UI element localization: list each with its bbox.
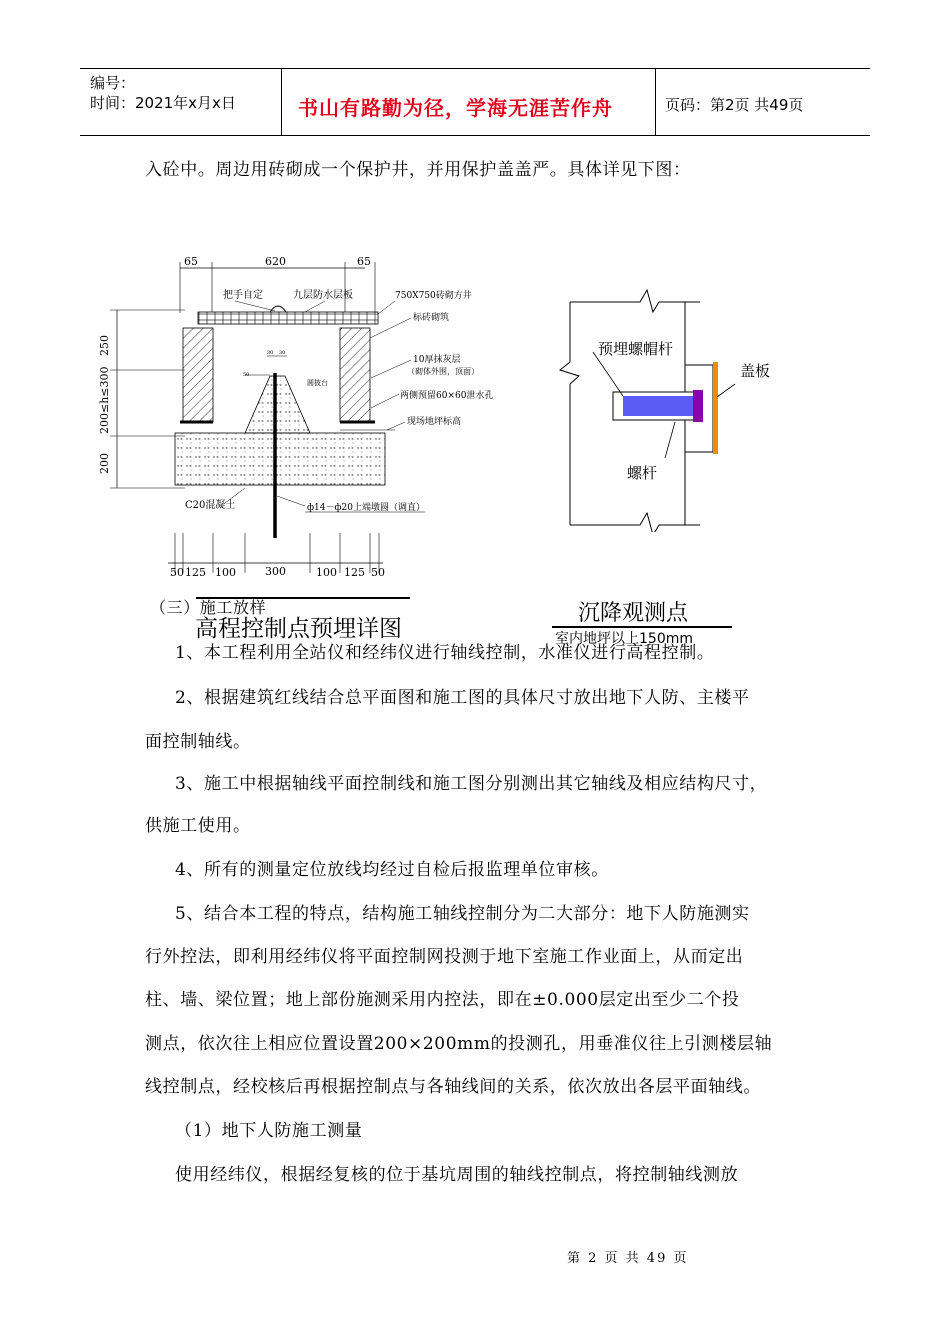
paragraph-1: 1、本工程利用全站仪和经纬仪进行轴线控制，水准仪进行高程控制。 (175, 643, 715, 663)
dim-bottom-6: 125 (344, 566, 365, 579)
dim-bottom-3: 100 (215, 566, 236, 579)
paragraph-2b: 面控制轴线。 (145, 732, 251, 752)
paragraph-2a: 2、根据建筑红线结合总平面图和施工图的具体尺寸放出地下人防、主楼平 (175, 688, 750, 708)
paragraph-5d: 测点，依次往上相应位置设置200×200mm的投测孔，用垂准仪往上引测楼层轴 (145, 1034, 773, 1054)
paragraph-4: 4、所有的测量定位放线均经过自检后报监理单位审核。 (175, 860, 609, 880)
header-divider-left (281, 68, 282, 135)
label-concrete: C20混凝土 (185, 500, 236, 511)
left-figure-caption: 高程控制点预埋详图 (195, 616, 402, 642)
label-bolt: 螺杆 (627, 464, 658, 482)
page-footer: 第 2 页 共 49 页 (567, 1251, 689, 1266)
settlement-point-drawing (545, 272, 775, 532)
elevation-control-drawing (95, 248, 525, 588)
bolt-head (693, 390, 703, 422)
section-title: （三）施工放样 (150, 598, 267, 617)
bolt-body (623, 396, 693, 416)
svg-text:50: 50 (243, 372, 250, 378)
label-cover: 盖板 (740, 362, 771, 380)
round-platform (245, 376, 310, 433)
label-drain: 两侧预留60×60泄水孔 (400, 391, 494, 401)
label-plaster-2: （砌体外围，顶面） (407, 367, 479, 376)
label-plaster-1: 10厚抹灰层 (413, 355, 461, 365)
header-number-label: 编号： (90, 74, 136, 92)
paragraph-3a: 3、施工中根据轴线平面控制线和施工图分别测出其它轴线及相应结构尺寸， (175, 774, 768, 794)
paragraph-5b: 行外控法，即利用经纬仪将平面控制网投测于地下室施工作业面上，从而定出 (145, 947, 744, 967)
dim-left-1: 250 (98, 335, 111, 356)
header-bottom-rule (80, 135, 870, 136)
dim-bottom-7: 50 (371, 566, 385, 579)
dim-bottom-5: 100 (316, 566, 337, 579)
right-figure-caption: 沉降观测点 (578, 601, 689, 626)
cover-plate (713, 362, 718, 454)
label-handle: 把手自定 (223, 290, 263, 301)
paragraph-3b: 供施工使用。 (145, 816, 251, 836)
paragraph-5e: 线控制点，经校核后再根据控制点与各轴线间的关系，依次放出各层平面轴线。 (145, 1077, 761, 1097)
dim-bottom-4: 300 (265, 565, 286, 578)
dim-top-2: 620 (265, 255, 286, 268)
label-embedded-bolt: 预埋螺帽杆 (598, 340, 674, 358)
label-rebar: ф14－ф20上端墩圆（调直） (307, 503, 425, 513)
header-divider-right (655, 68, 656, 135)
label-well: 750X750砖砌方井 (395, 291, 472, 301)
label-waterproof: 九层防水层板 (293, 290, 353, 301)
dim-bottom-1: 50 (170, 566, 184, 579)
paragraph-5c: 柱、墙、梁位置；地上部份施测采用内控法，即在±0.000层定出至少二个投 (145, 990, 740, 1010)
subsection-title: （1）地下人防施工测量 (175, 1121, 363, 1141)
svg-text:30: 30 (267, 350, 274, 356)
dim-left-3: 200 (98, 453, 111, 474)
concrete-base (175, 433, 385, 485)
label-round-platform: 圆披台 (307, 379, 328, 387)
handle-icon (270, 306, 286, 312)
svg-text:30: 30 (279, 350, 286, 356)
paragraph-6: 使用经纬仪，根据经复核的位于基坑周围的轴线控制点，将控制轴线测放 (175, 1165, 739, 1185)
header-motto: 书山有路勤为径，学海无涯苦作舟 (298, 96, 613, 120)
cover-slab (198, 312, 378, 324)
dim-bottom-2: 125 (185, 566, 206, 579)
label-ground: 现场地坪标高 (407, 417, 462, 427)
paragraph-5a: 5、结合本工程的特点，结构施工轴线控制分为二大部分：地下人防施测实 (175, 904, 750, 924)
header-date: 时间：2021年x月x日 (90, 94, 236, 112)
brick-wall-right (340, 328, 370, 422)
intro-line: 入砼中。周边用砖砌成一个保护井，并用保护盖盖严。具体详见下图： (145, 160, 691, 180)
dim-top-1: 65 (184, 255, 198, 268)
dim-top-3: 65 (357, 255, 371, 268)
right-figure-subcaption: 室内地坪以上150mm (555, 631, 693, 647)
label-brick: 标砖砌筑 (413, 313, 450, 323)
header-page-label: 页码：第2页 共49页 (665, 96, 804, 114)
dim-left-2: 200≤h≤300 (98, 366, 111, 434)
header-top-rule (80, 68, 870, 69)
brick-wall-left (183, 328, 213, 422)
